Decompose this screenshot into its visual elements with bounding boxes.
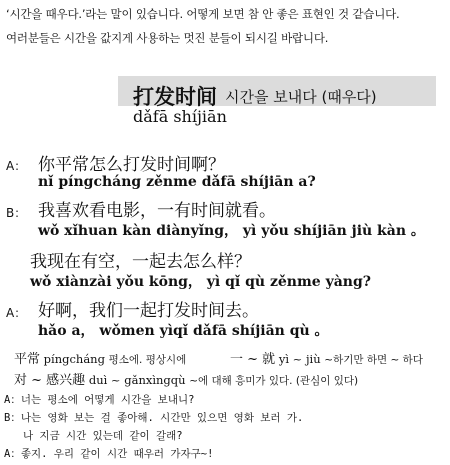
intro-line-2: 여러분들은 시간을 값지게 사용하는 멋진 분들이 되시길 바랍니다. (6, 31, 329, 45)
vocab-entry (14, 369, 358, 388)
speaker-label: B： (6, 206, 27, 220)
translation-line: 나 지금 시간 있는데 같이 갈래? (4, 430, 183, 442)
dialogue-chinese: 我现在有空，一起去怎么样？ (30, 252, 251, 272)
vocab-meaning: ~에 대해 흥미가 있다. (관심이 있다) (189, 375, 359, 387)
dialogue-pinyin: wǒ xiànzài yǒu kōng， yì qǐ qù zěnme yàng? (30, 274, 371, 290)
vocab-word: 平常 (14, 352, 41, 367)
vocab-pinyin: duì ~ gǎnxìngqù (88, 373, 186, 387)
dialogue-pinyin: nǐ píngcháng zěnme dǎfā shíjiān a? (38, 174, 316, 190)
translation-line: A：너는 평소에 어떻게 시간을 보내니? (4, 394, 195, 406)
vocab-entry (230, 348, 423, 367)
vocab-meaning: 평소에. 평상시에 (108, 354, 187, 366)
title-chinese: 打发时间 (133, 84, 217, 109)
dialogue-chinese: 你平常怎么打发时间啊？ (38, 155, 225, 175)
vocab-pinyin: píngcháng (43, 352, 105, 366)
intro-line-1: ‘시간을 때우다.’라는 말이 있습니다. 어떻게 보면 참 안 좋은 표현인 것 같습니다. (6, 7, 400, 21)
vocab-entry (14, 348, 186, 367)
dialogue-pinyin: wǒ xǐhuan kàn diànyǐng， yì yǒu shíjiān jiù kàn 。 (38, 223, 425, 239)
title-pinyin: dǎfā shíjiān (133, 107, 227, 126)
translation-line: B：나는 영화 보는 걸 좋아해. 시간만 있으면 영화 보러 가. (4, 412, 304, 424)
title-korean: 시간을 보내다 (때우다) (225, 88, 377, 106)
vocab-word: 一 ~ 就 (230, 352, 276, 367)
dialogue-chinese: 好啊，我们一起打发时间去。 (38, 301, 259, 321)
vocab-meaning: ~하기만 하면 ~ 하다 (324, 354, 423, 366)
speaker-label: A： (6, 159, 27, 173)
vocab-pinyin: yì ~ jiù (278, 352, 321, 366)
translation-line: A：좋지. 우리 같이 시간 때우러 가자구~! (4, 448, 214, 460)
vocab-word: 对 ~ 感兴趣 (14, 373, 86, 388)
dialogue-chinese: 我喜欢看电影，一有时间就看。 (38, 201, 276, 221)
speaker-label: A： (6, 306, 27, 320)
dialogue-pinyin: hǎo a， wǒmen yìqǐ dǎfā shíjiān qù 。 (38, 323, 329, 339)
